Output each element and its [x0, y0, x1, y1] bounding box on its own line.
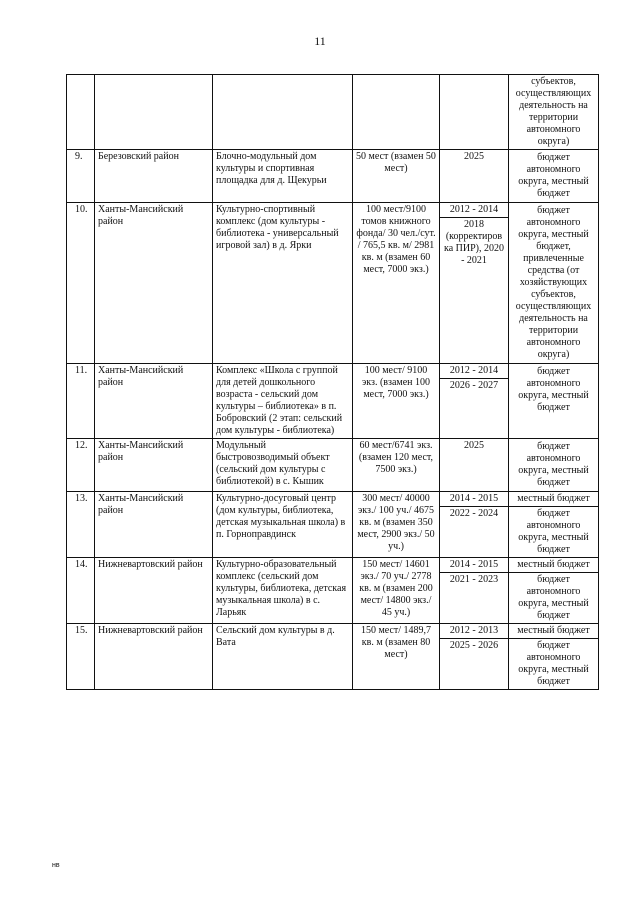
- cell-years: [440, 624, 509, 690]
- cell-source: [509, 492, 599, 558]
- year-period: 2026 - 2027: [440, 378, 508, 393]
- cell-object: [213, 75, 353, 150]
- cell-source: [509, 624, 599, 690]
- cell-years: [440, 558, 509, 624]
- cell-years: [440, 150, 509, 203]
- cell-district: Нижневартовский район: [95, 558, 213, 624]
- year-period: 2012 - 2014: [449, 204, 499, 215]
- cell-num: 10.: [67, 203, 95, 364]
- cell-num: 14.: [67, 558, 95, 624]
- funding-source: бюджет автономного округа, местный бюджет: [518, 366, 589, 413]
- cell-district: Ханты-Мансийский район: [95, 203, 213, 364]
- cell-district: Ханты-Мансийский район: [95, 364, 213, 439]
- cell-years: [440, 439, 509, 492]
- page-number: 11: [314, 34, 326, 48]
- construction-objects-table: [66, 74, 599, 690]
- cell-source: [509, 203, 599, 364]
- year-period: 2014 - 2015: [449, 493, 499, 504]
- year-period: 2022 - 2024: [440, 506, 508, 521]
- table-row: [67, 150, 599, 203]
- funding-source: бюджет автономного округа, местный бюджет: [509, 638, 598, 689]
- cell-years: [440, 364, 509, 439]
- cell-capacity: 60 мест/6741 экз. (взамен 120 мест, 7500 экз.): [353, 439, 440, 492]
- year-period: 2014 - 2015: [449, 559, 499, 570]
- cell-district: Ханты-Мансийский район: [95, 492, 213, 558]
- cell-capacity: 100 мест/ 9100 экз. (взамен 100 мест, 7000 экз.): [353, 364, 440, 439]
- table-row: [67, 492, 599, 558]
- cell-num: 13.: [67, 492, 95, 558]
- cell-object: Культурно-образовательный комплекс (сельский дом культуры, библиотека, детская музыкальная школа) в с. Ларьяк: [213, 558, 353, 624]
- cell-source: субъектов, осуществляющих деятельность на территории автономного округа): [509, 75, 599, 150]
- cell-object: Комплекс «Школа с группой для детей дошкольного возраста - сельский дом культуры – библиотека» в п. Бобровский (2 этап: сельский дом культуры - библиотека): [213, 364, 353, 439]
- funding-source: бюджет автономного округа, местный бюджет: [509, 572, 598, 623]
- cell-district: Березовский район: [95, 150, 213, 203]
- funding-source: бюджет автономного округа, местный бюджет: [518, 152, 589, 199]
- table-row: [67, 364, 599, 439]
- cell-years: [440, 203, 509, 364]
- funding-source: местный бюджет: [517, 493, 590, 504]
- cell-num: 12.: [67, 439, 95, 492]
- table-row-continuation: [67, 75, 599, 150]
- funding-source: местный бюджет: [517, 559, 590, 570]
- cell-source: [509, 558, 599, 624]
- cell-years: [440, 492, 509, 558]
- table-row: [67, 203, 599, 364]
- year-period: 2018 (корректиров ка ПИР), 2020 - 2021: [440, 217, 508, 268]
- table-row: [67, 558, 599, 624]
- cell-capacity: 100 мест/9100 томов книжного фонда/ 30 чел./сут. / 765,5 кв. м/ 2981 кв. м (взамен 60 мест, 7000 экз.): [353, 203, 440, 364]
- cell-object: Блочно-модульный дом культуры и спортивная площадка для д. Щекурьи: [213, 150, 353, 203]
- year-period: 2012 - 2013: [449, 625, 499, 636]
- year-period: 2025 - 2026: [440, 638, 508, 653]
- cell-num: 11.: [67, 364, 95, 439]
- year-period: 2025: [464, 440, 484, 451]
- cell-capacity: [353, 75, 440, 150]
- cell-district: Ханты-Мансийский район: [95, 439, 213, 492]
- cell-district: Нижневартовский район: [95, 624, 213, 690]
- funding-source: бюджет автономного округа, местный бюджет: [509, 506, 598, 557]
- cell-object: Культурно-досуговый центр (дом культуры, библиотека, детская музыкальная школа) в п. Горноправдинск: [213, 492, 353, 558]
- year-period: 2012 - 2014: [449, 365, 499, 376]
- cell-district: [95, 75, 213, 150]
- funding-source: местный бюджет: [517, 625, 590, 636]
- cell-capacity: 300 мест/ 40000 экз./ 100 уч./ 4675 кв. м (взамен 350 мест, 2900 экз./ 50 уч.): [353, 492, 440, 558]
- year-period: 2021 - 2023: [440, 572, 508, 587]
- cell-source: [509, 439, 599, 492]
- footer-mark: нв: [52, 862, 60, 869]
- table-row: [67, 439, 599, 492]
- cell-source: [509, 150, 599, 203]
- funding-source: бюджет автономного округа, местный бюджет: [518, 441, 589, 488]
- funding-source: бюджет автономного округа, местный бюджет, привлеченные средства (от хозяйствующих субъектов, осуществляющих деятельность на территории автономного округа): [515, 205, 592, 360]
- cell-capacity: 50 мест (взамен 50 мест): [353, 150, 440, 203]
- table-row: [67, 624, 599, 690]
- cell-num: [67, 75, 95, 150]
- cell-num: 15.: [67, 624, 95, 690]
- cell-object: Модульный быстровозводимый объект (сельский дом культуры с библиотекой) в с. Кышик: [213, 439, 353, 492]
- cell-num: 9.: [67, 150, 95, 203]
- cell-years: [440, 75, 509, 150]
- cell-capacity: 150 мест/ 14601 экз./ 70 уч./ 2778 кв. м (взамен 200 мест/ 14800 экз./ 45 уч.): [353, 558, 440, 624]
- cell-object: Культурно-спортивный комплекс (дом культуры - библиотека - универсальный игровой зал) в д. Ярки: [213, 203, 353, 364]
- table-body: [67, 75, 599, 690]
- cell-capacity: 150 мест/ 1489,7 кв. м (взамен 80 мест): [353, 624, 440, 690]
- year-period: 2025: [464, 151, 484, 162]
- cell-source: [509, 364, 599, 439]
- cell-object: Сельский дом культуры в д. Вата: [213, 624, 353, 690]
